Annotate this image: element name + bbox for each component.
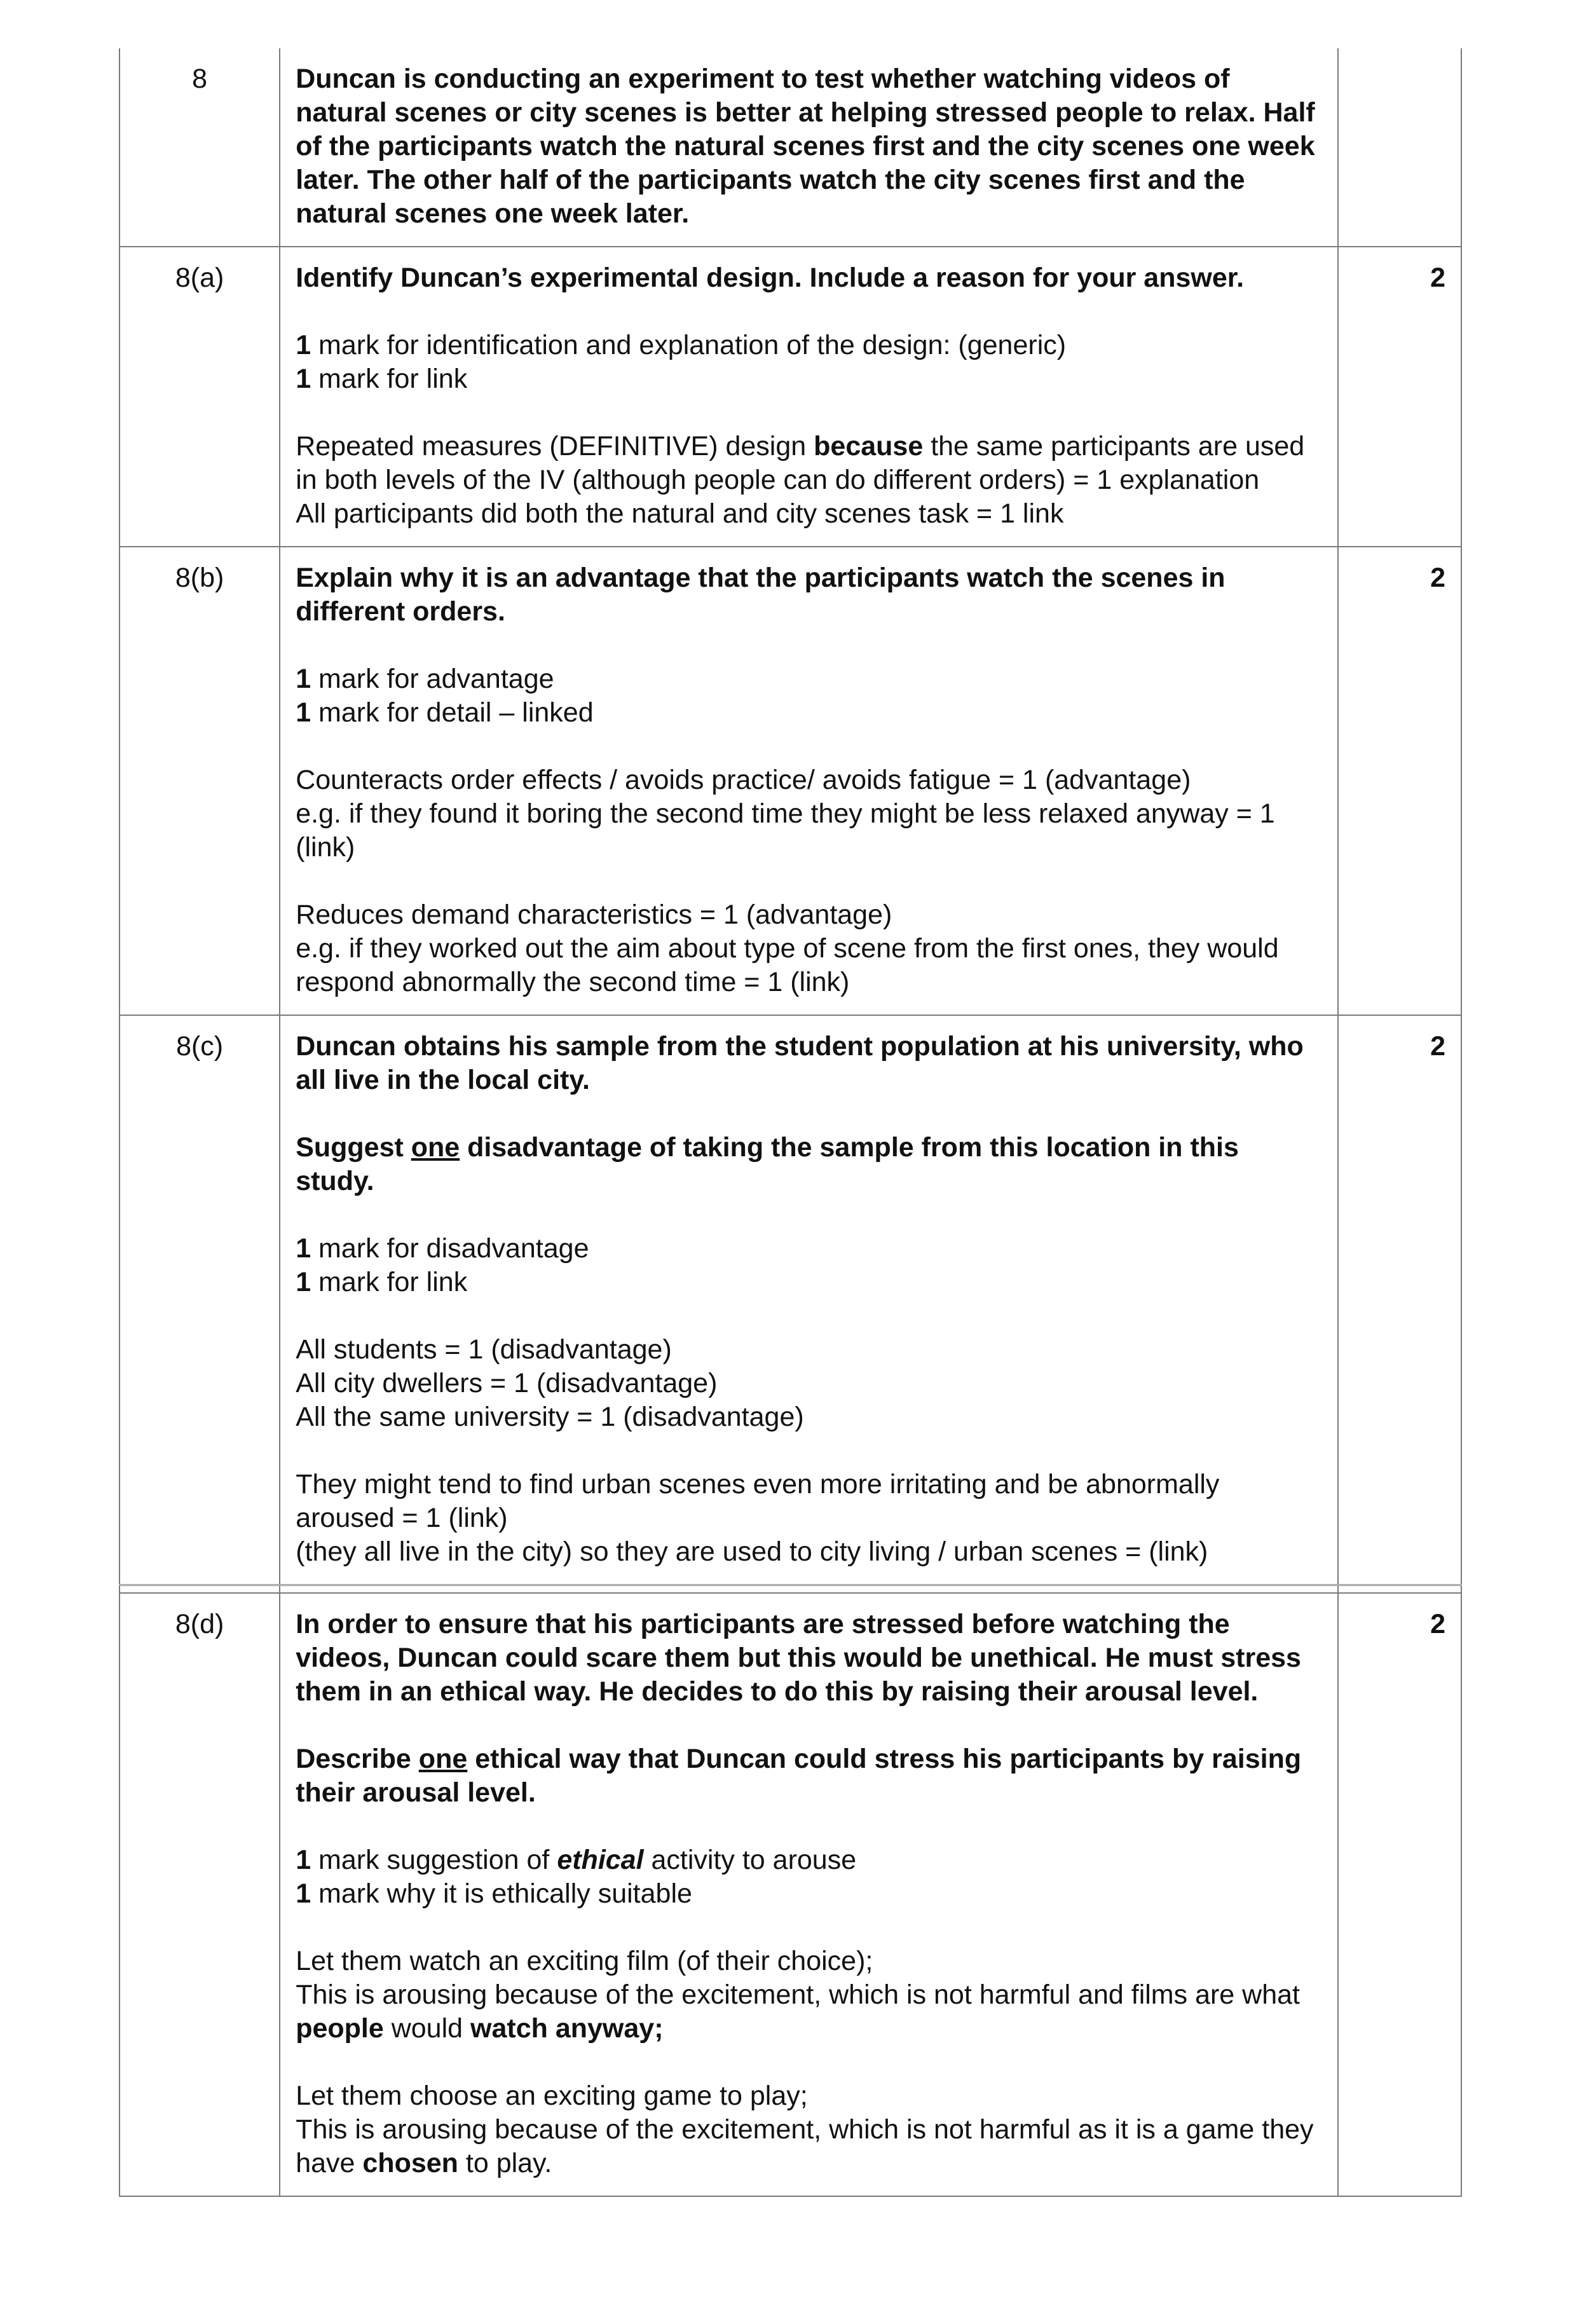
indicative-answer: [296, 2079, 1322, 2180]
mark-scheme-table: [119, 48, 1462, 2197]
indicative-answer: [296, 1945, 1322, 2046]
question-8-stem: Duncan is conducting an experiment to test whether watching videos of natural scenes or city scenes is better at helping stressed people to relax. Half of the participants watch the natural scenes first and the city scenes one week later. The other half of the participants watch the city scenes first and the natural scenes one week later.: [296, 64, 1315, 229]
question-8-row: [119, 48, 1461, 247]
answer-line: Let them choose an exciting game to play;: [296, 2081, 808, 2111]
marking-guidance-line: 1 mark suggestion of ethical activity to arouse: [296, 1845, 857, 1875]
marks-cell-empty: [1338, 48, 1461, 247]
question-8b-text: Explain why it is an advantage that the participants watch the scenes in different orders.: [296, 563, 1225, 627]
question-number: 8(a): [119, 247, 280, 547]
question-8a-row: [119, 247, 1461, 547]
question-8c-row: [119, 1015, 1461, 1585]
question-8c-stem: Duncan obtains his sample from the student population at his university, who all live in the local city.: [296, 1031, 1304, 1095]
answer-line: All city dwellers = 1 (disadvantage): [296, 1368, 718, 1398]
question-number: 8: [119, 48, 280, 247]
answer-line: Let them watch an exciting film (of their choice);: [296, 1946, 873, 1976]
marking-guidance: [296, 1232, 1322, 1299]
indicative-answer: [296, 763, 1322, 865]
marking-guidance-line: 1 mark for advantage: [296, 664, 554, 694]
question-8c-text: Suggest one disadvantage of taking the sample from this location in this study.: [296, 1132, 1239, 1196]
question-8-stem-cell: [280, 48, 1338, 247]
marking-guidance-line: 1 mark for identification and explanation of the design: (generic): [296, 330, 1067, 360]
marking-guidance: [296, 329, 1322, 396]
question-8d-stem: In order to ensure that his participants are stressed before watching the videos, Duncan could scare them but this would be unethical. He must stress them in an ethical way. He decides to do this by raising their arousal level.: [296, 1609, 1301, 1707]
section-separator: [119, 1585, 1461, 1594]
marks-value: 2: [1338, 1015, 1461, 1585]
answer-line: Counteracts order effects / avoids practice/ avoids fatigue = 1 (advantage): [296, 765, 1191, 795]
question-8a-text: Identify Duncan’s experimental design. Include a reason for your answer.: [296, 263, 1245, 293]
answer-line: e.g. if they found it boring the second time they might be less relaxed anyway = 1 (link): [296, 798, 1275, 863]
question-8d-row: [119, 1593, 1461, 2196]
marking-guidance-line: 1 mark why it is ethically suitable: [296, 1878, 692, 1909]
marking-guidance: [296, 662, 1322, 730]
marking-guidance: [296, 1843, 1322, 1911]
marks-value: 2: [1338, 547, 1461, 1015]
question-number: 8(c): [119, 1015, 280, 1585]
question-8d-text: Describe one ethical way that Duncan could stress his participants by raising their arousal level.: [296, 1744, 1302, 1808]
question-number: 8(b): [119, 547, 280, 1015]
question-8d-content: [280, 1593, 1338, 2196]
indicative-answer: [296, 1333, 1322, 1434]
marking-guidance-line: 1 mark for link: [296, 1267, 468, 1297]
answer-line: They might tend to find urban scenes even more irritating and be abnormally aroused = 1 (link): [296, 1469, 1220, 1533]
indicative-answer: [296, 1468, 1322, 1569]
marking-guidance-line: 1 mark for disadvantage: [296, 1233, 589, 1264]
question-8c-content: [280, 1015, 1338, 1585]
marking-guidance-line: 1 mark for detail – linked: [296, 697, 594, 728]
indicative-answer: [296, 430, 1322, 531]
answer-line: All the same university = 1 (disadvantage): [296, 1402, 804, 1432]
answer-line: This is arousing because of the excitement, which is not harmful as it is a game they have chosen to play.: [296, 2114, 1314, 2178]
question-8b-row: [119, 547, 1461, 1015]
question-8a-content: [280, 247, 1338, 547]
answer-line: e.g. if they worked out the aim about type of scene from the first ones, they would respond abnormally the second time = 1 (link): [296, 933, 1279, 997]
marking-guidance-line: 1 mark for link: [296, 364, 468, 394]
mark-scheme-page: [119, 48, 1462, 2197]
answer-line: All students = 1 (disadvantage): [296, 1334, 672, 1365]
answer-line: Reduces demand characteristics = 1 (advantage): [296, 899, 892, 930]
question-number: 8(d): [119, 1593, 280, 2196]
answer-line: Repeated measures (DEFINITIVE) design because the same participants are used in both levels of the IV (although people can do different orders) = 1 explanation: [296, 431, 1305, 495]
indicative-answer: [296, 898, 1322, 999]
marks-value: 2: [1338, 247, 1461, 547]
answer-line: This is arousing because of the excitement, which is not harmful and films are what people would watch anyway;: [296, 1979, 1300, 2044]
answer-line: All participants did both the natural and city scenes task = 1 link: [296, 498, 1064, 529]
marks-value: 2: [1338, 1593, 1461, 2196]
answer-line: (they all live in the city) so they are used to city living / urban scenes = (link): [296, 1536, 1208, 1567]
question-8b-content: [280, 547, 1338, 1015]
